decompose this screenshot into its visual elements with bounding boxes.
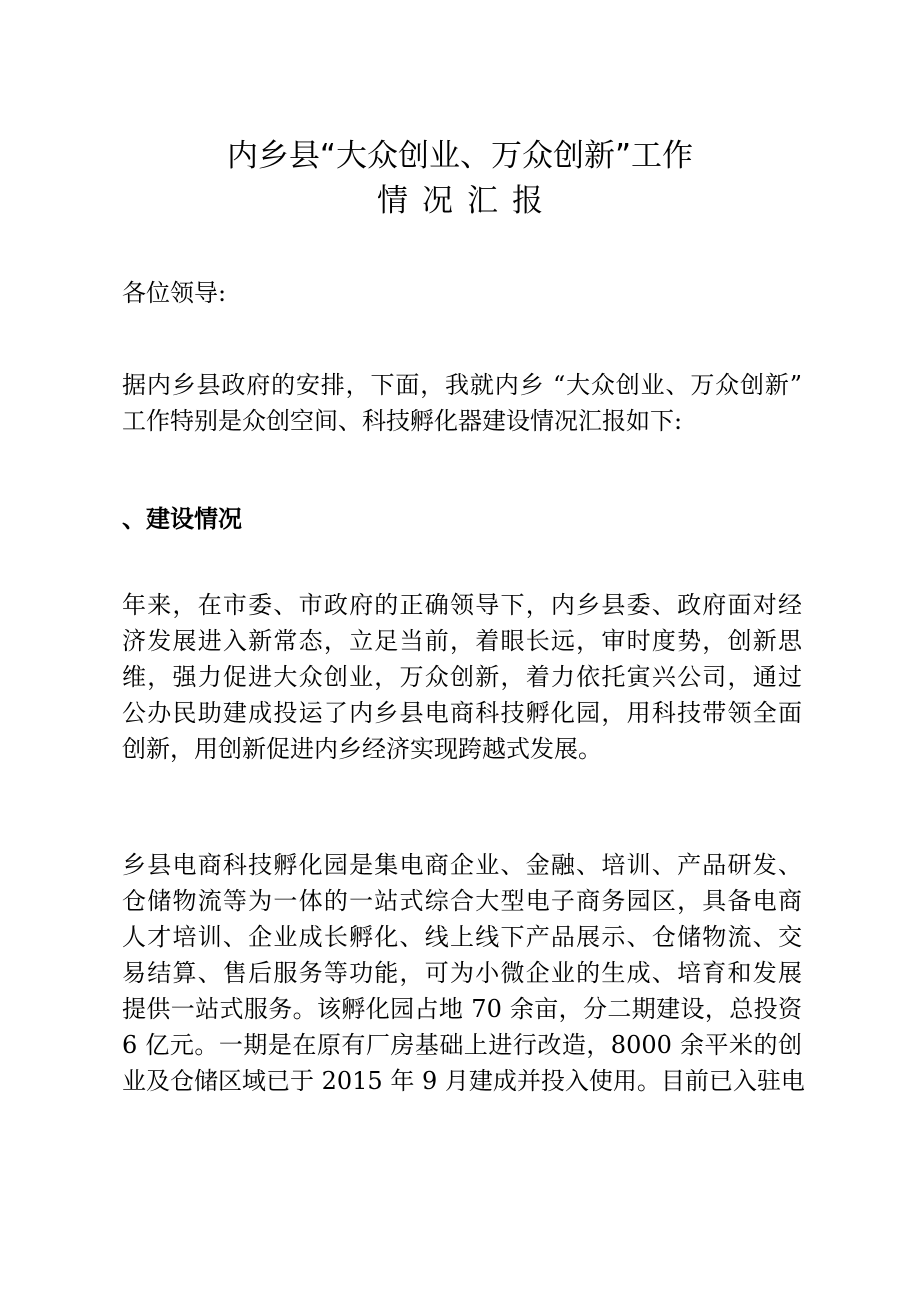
document-title: 内乡县“大众创业、万众创新”工作 — [226, 138, 694, 174]
intro-line: 工作特别是众创空间、科技孵化器建设情况汇报如下: — [122, 407, 683, 435]
paragraph-line: 济发展进入新常态，立足当前，着眼长远，审时度势，创新思 — [122, 627, 802, 655]
paragraph-line: 创新，用创新促进内乡经济实现跨越式发展。 — [122, 735, 602, 763]
section-heading: 、建设情况 — [122, 505, 242, 533]
paragraph-line: 乡县电商科技孵化园是集电商企业、金融、培训、产品研发、 — [122, 851, 802, 879]
paragraph-line: 6 亿元。一期是在原有厂房基础上进行改造，8000 余平米的创 — [122, 1031, 802, 1059]
paragraph-line: 年来，在市委、市政府的正确领导下，内乡县委、政府面对经 — [122, 591, 802, 619]
paragraph-line: 仓储物流等为一体的一站式综合大型电子商务园区，具备电商 — [122, 887, 802, 915]
paragraph-line: 业及仓储区域已于 2015 年 9 月建成并投入使用。目前已入驻电 — [122, 1067, 805, 1095]
paragraph-line: 易结算、售后服务等功能，可为小微企业的生成、培育和发展 — [122, 959, 802, 987]
paragraph-line: 人才培训、企业成长孵化、线上线下产品展示、仓储物流、交 — [122, 923, 802, 951]
paragraph-line: 公办民助建成投运了内乡县电商科技孵化园，用科技带领全面 — [122, 699, 802, 727]
paragraph-line: 提供一站式服务。该孵化园占地 70 余亩，分二期建设，总投资 — [122, 995, 802, 1023]
intro-line: 据内乡县政府的安排，下面，我就内乡 “大众创业、万众创新” — [122, 371, 802, 399]
salutation: 各位领导: — [122, 279, 227, 307]
document-subtitle: 情况汇报 — [377, 183, 557, 219]
paragraph-line: 维，强力促进大众创业，万众创新，着力依托寅兴公司，通过 — [122, 663, 802, 691]
